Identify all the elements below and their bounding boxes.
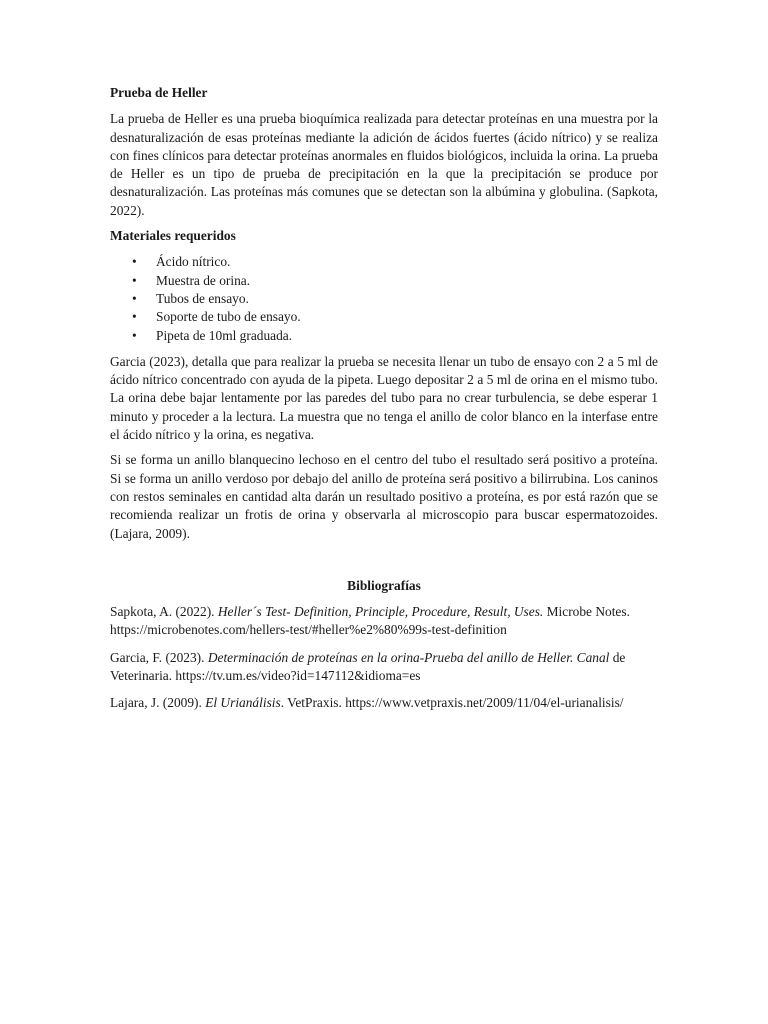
reference-source: Microbe Notes. https://microbenotes.com/hellers-test/#heller%e2%80%99s-test-definition [110,604,630,638]
bibliography-title: Bibliografías [347,577,421,593]
section-spacer [110,550,658,577]
bullet-icon: • [132,290,137,306]
list-item [110,327,658,345]
list-item-text: Pipeta de 10ml graduada. [156,327,293,343]
list-item-text: Muestra de orina. [156,272,251,288]
materials-list [110,253,658,344]
list-item-text: Soporte de tubo de ensayo. [156,309,301,325]
reference-author-year: Sapkota, A. (2022). [110,604,218,620]
bullet-icon: • [132,254,137,270]
reference-garcia [110,649,658,686]
list-item [110,290,658,308]
reference-source: . VetPraxis. https://www.vetpraxis.net/2009/11/04/el-urianalisis/ [280,695,624,711]
list-item-text: Ácido nítrico. [156,254,231,270]
reference-sapkota [110,603,658,640]
results-paragraph: Si se forma un anillo blanquecino lechoso en el centro del tubo el resultado será positivo a proteína. Si se forma un anillo verdoso por debajo del anillo de proteína será positivo a bilirrubina. Los caninos con restos seminales en cantidad alta darán un resultado positivo a proteína, es por está razón que se recomienda realizar un frotis de orina y observarla al microscopio para buscar espermatozoides. (Lajara, 2009). [110,452,658,541]
list-item-text: Tubos de ensayo. [156,290,249,306]
bullet-icon: • [132,272,137,288]
reference-author-year: Garcia, F. (2023). [110,649,208,665]
document-page [110,84,658,722]
bullet-icon: • [132,309,137,325]
list-item [110,253,658,271]
list-item [110,308,658,326]
reference-title: Determinación de proteínas en la orina-Prueba del anillo de Heller. Canal [207,649,610,665]
reference-author-year: Lajara, J. (2009). [110,695,206,711]
reference-source: de Veterinaria. https://tv.um.es/video?id=147112&idioma=es [110,649,626,684]
intro-paragraph: La prueba de Heller es una prueba bioquímica realizada para detectar proteínas en una muestra por la desnaturalización de esas proteínas mediante la adición de ácidos fuertes (ácido nítrico) y se realiza con fines clínicos para detectar proteínas anormales en fluidos biológicos, incluida la orina. La prueba de Heller es un tipo de prueba de precipitación en la que la precipitación se produce por desnaturalización. Las proteínas más comunes que se detectan son la albúmina y globulina. (Sapkota, 2022). [110,111,658,218]
reference-lajara [110,694,658,712]
procedure-paragraph: Garcia (2023), detalla que para realizar la prueba se necesita llenar un tubo de ensayo con 2 a 5 ml de ácido nítrico concentrado con ayuda de la pipeta. Luego depositar 2 a 5 ml de orina en el mismo tubo. La orina debe bajar lentamente por las paredes del tubo para no crear turbulencia, se debe esperar 1 minuto y proceder a la lectura. La muestra que no tenga el anillo de color blanco en la interfase entre el ácido nítrico y la orina, es negativa. [110,353,658,443]
bullet-icon: • [132,327,137,343]
reference-title: Heller´s Test- Definition, Principle, Procedure, Result, Uses. [217,604,544,620]
section-title-materiales: Materiales requeridos [110,228,236,244]
list-item [110,272,658,290]
reference-title: El Urianálisis [205,695,281,711]
section-title-prueba-heller: Prueba de Heller [110,85,208,100]
